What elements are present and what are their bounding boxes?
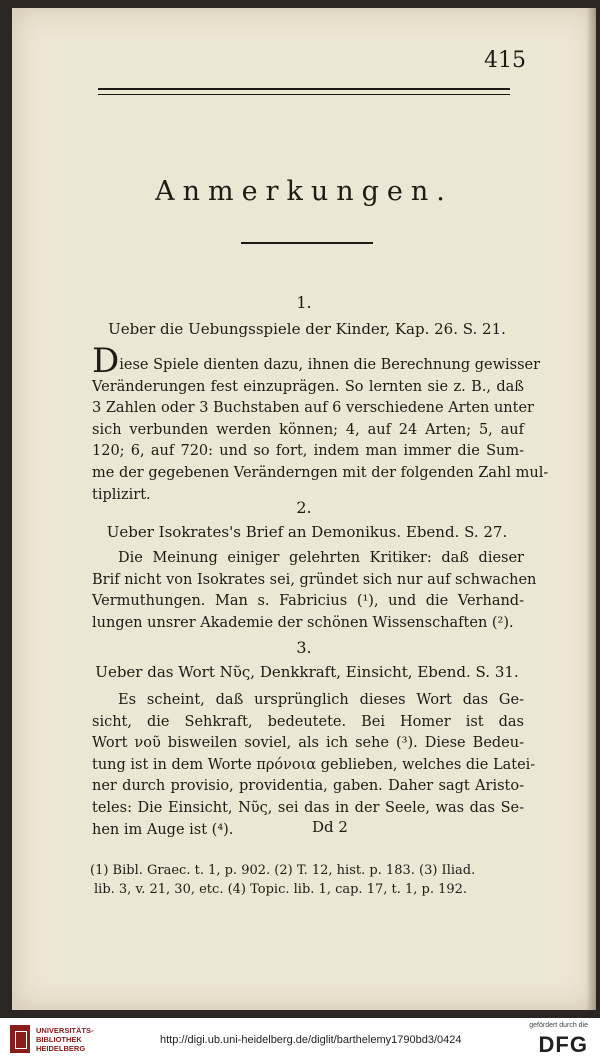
text-line: tiplizirt. <box>92 486 151 503</box>
text-line: Die Meinung einiger gelehrten Kritiker: daß dieser <box>118 550 524 566</box>
book-page <box>12 8 596 1010</box>
text-line: teles: Die Einsicht, Νῦς, sei das in der Seele, was das Se- <box>92 799 524 816</box>
viewer-footer <box>0 1018 600 1063</box>
text-line: tung ist in dem Worte πρόνοια geblieben, welches die Latei- <box>92 756 536 773</box>
text-line: sicht, die Sehkraft, bedeutete. Bei Homer ist das <box>92 713 524 730</box>
page-title: Anmerkungen. <box>155 176 453 207</box>
footnotes <box>90 861 530 899</box>
text-line: sich verbunden werden können; 4, auf 24 Arten; 5, auf <box>92 421 524 438</box>
drop-capital: D <box>92 341 120 381</box>
section-paragraph <box>92 690 536 841</box>
section-number: 1. <box>296 293 312 312</box>
text-line: Es scheint, daß ursprünglich dieses Wort das Ge- <box>118 692 524 708</box>
section-number: 3. <box>296 638 312 657</box>
section-paragraph <box>92 548 537 634</box>
library-logo-icon <box>10 1025 30 1053</box>
section-heading: Ueber das Wort Νῦς, Denkkraft, Einsicht, Ebend. S. 31. <box>95 663 519 681</box>
header-rule-thin <box>98 94 510 95</box>
footnote-line: lib. 3, v. 21, 30, etc. (4) Topic. lib. 1, cap. 17, t. 1, p. 192. <box>94 882 468 897</box>
text-line: Brif nicht von Isokrates sei, gründet sich nur auf schwachen <box>92 571 537 588</box>
text-line: Veränderungen fest einzuprägen. So lernten sie z. B., daß <box>92 378 524 395</box>
text-line: lungen unsrer Akademie der schönen Wissenschaften (²). <box>92 614 514 631</box>
header-rule <box>98 88 510 90</box>
text-line: Diese Spiele dienten dazu, ihnen die Berechnung gewisser <box>92 341 541 381</box>
footnote-line: (1) Bibl. Graec. t. 1, p. 902. (2) T. 12, hist. p. 183. (3) Iliad. <box>90 863 476 878</box>
text-line: 120; 6, auf 720: und so fort, indem man immer die Sum- <box>92 443 524 460</box>
source-url-link[interactable]: http://digi.ub.uni-heidelberg.de/diglit/barthelemy1790bd3/0424 <box>160 1034 462 1046</box>
text-line: 3 Zahlen oder 3 Buchstaben auf 6 verschiedene Arten unter <box>92 400 534 417</box>
section-number: 2. <box>296 498 312 517</box>
title-rule <box>241 242 373 244</box>
text-line: me der gegebenen Veränderngen mit der folgenden Zahl mul- <box>92 464 549 481</box>
text-line: Vermuthungen. Man s. Fabricius (¹), und die Verhand- <box>92 593 524 610</box>
text-line: ner durch provisio, providentia, gaben. Daher sagt Aristo- <box>92 778 524 795</box>
library-name: UNIVERSITÄTS- BIBLIOTHEK HEIDELBERG <box>36 1026 94 1053</box>
signature-mark: Dd 2 <box>312 818 348 836</box>
funded-by-label: gefördert durch die <box>529 1022 588 1029</box>
section-paragraph <box>92 341 549 506</box>
text-line: Wort νοῦ bisweilen soviel, als ich sehe (³). Diese Bedeu- <box>92 735 524 752</box>
dfg-logo: DFG <box>538 1032 588 1057</box>
text-line: hen im Auge ist (⁴). <box>92 821 234 838</box>
page-number: 415 <box>484 48 526 73</box>
section-heading: Ueber die Uebungsspiele der Kinder, Kap. 26. S. 21. <box>108 320 506 338</box>
section-heading: Ueber Isokrates's Brief an Demonikus. Ebend. S. 27. <box>106 523 508 541</box>
